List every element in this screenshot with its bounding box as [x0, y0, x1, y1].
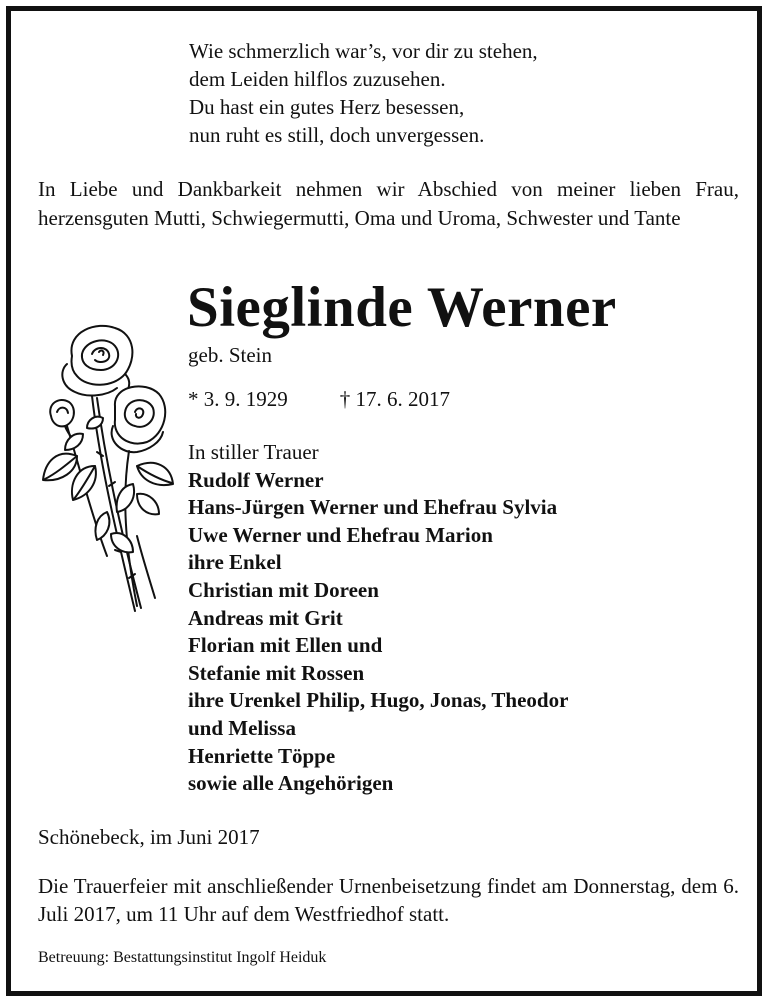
mourner-name: Henriette Töppe	[188, 743, 336, 768]
mourner-name: Andreas mit Grit	[188, 605, 343, 630]
mourner-name: ihre Urenkel Philip, Hugo, Jonas, Theodor	[188, 688, 569, 713]
service-info: Die Trauerfeier mit anschließender Urnenbeisetzung findet am Donnerstag, dem 6. Juli 2017, um 11 Uhr auf dem Westfriedhof statt.	[38, 874, 739, 926]
mourner-name: sowie alle Angehörigen	[188, 771, 394, 796]
poem-line: Du hast ein gutes Herz besessen,	[189, 95, 465, 119]
mourner-name: ihre Enkel	[188, 550, 282, 575]
funeral-home: Betreuung: Bestattungsinstitut Ingolf Heiduk	[38, 949, 327, 966]
mourner-name: Hans-Jürgen Werner und Ehefrau Sylvia	[188, 495, 558, 520]
mourner-name: Florian mit Ellen und	[188, 633, 383, 658]
mourners-list	[188, 439, 568, 798]
deceased-name: Sieglinde Werner	[187, 276, 617, 339]
mourner-name: und Melissa	[188, 715, 296, 740]
mourner-name: Christian mit Doreen	[188, 577, 379, 602]
obituary-notice	[6, 6, 762, 996]
birth-name: geb. Stein	[188, 343, 272, 367]
intro-text: In Liebe und Dankbarkeit nehmen wir Abschied von meiner lieben Frau, herzensguten Mutti, Schwiegermutti, Oma und Uroma, Schwester und Tante	[38, 177, 739, 230]
birth-date: * 3. 9. 1929	[188, 387, 288, 411]
poem-line: Wie schmerzlich war’s, vor dir zu stehen,	[189, 39, 538, 63]
mourner-name: Uwe Werner und Ehefrau Marion	[188, 522, 493, 547]
poem-line: dem Leiden hilflos zuzusehen.	[189, 67, 446, 91]
mourners-lead: In stiller Trauer	[188, 440, 319, 464]
death-date: † 17. 6. 2017	[339, 387, 450, 411]
mourner-name: Rudolf Werner	[188, 467, 324, 492]
rose-icon	[37, 316, 177, 616]
poem	[189, 37, 538, 149]
life-dates	[188, 385, 450, 413]
mourner-name: Stefanie mit Rossen	[188, 660, 365, 685]
poem-line: nun ruht es still, doch unvergessen.	[189, 123, 485, 147]
place-date: Schönebeck, im Juni 2017	[38, 825, 260, 849]
